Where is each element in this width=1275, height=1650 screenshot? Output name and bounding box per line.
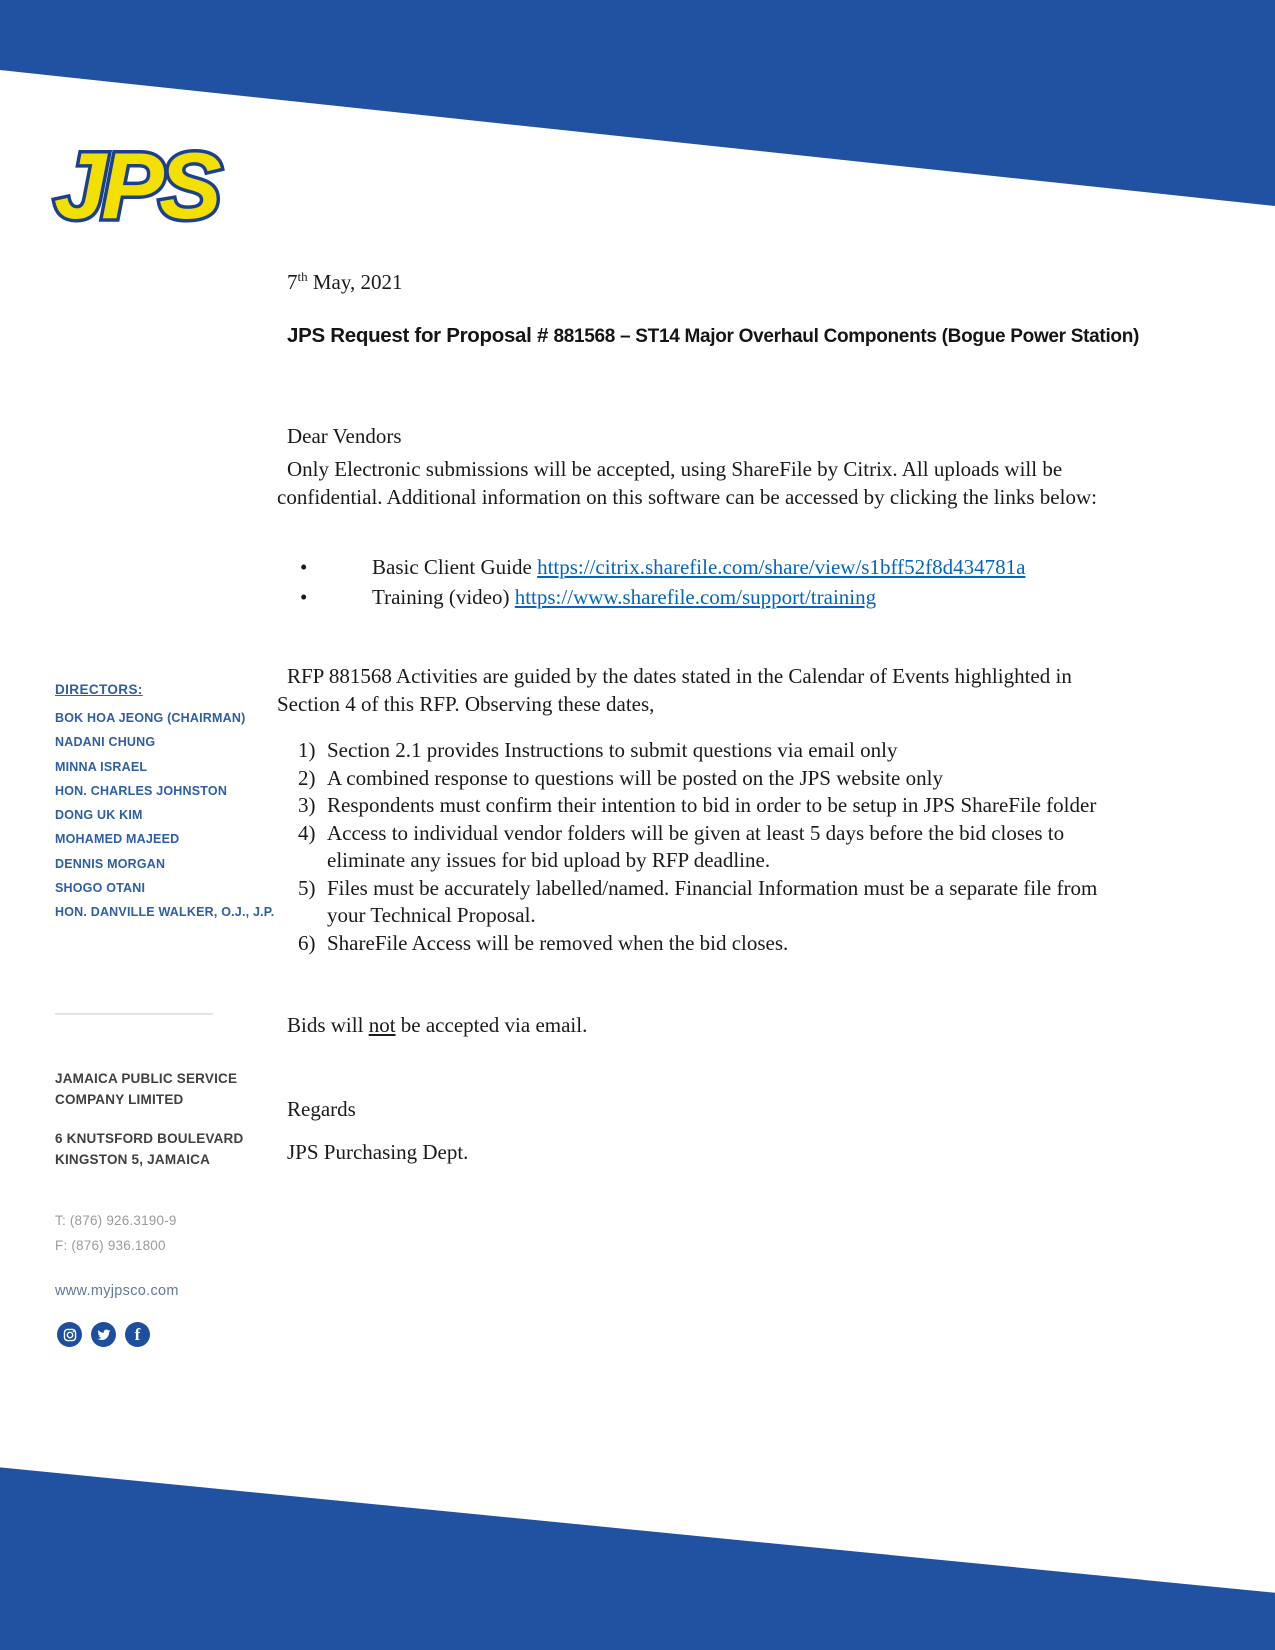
jps-logo-text: JPS [54,133,217,238]
list-item [298,820,1128,875]
list-item [298,875,1128,930]
director-name: SHOGO OTANI [55,881,146,896]
list-item [300,583,1025,613]
contact-numbers [55,1208,177,1258]
date-day: 7 [287,270,298,294]
company-name-line1: JAMAICA PUBLIC SERVICE [55,1071,238,1086]
facebook-icon [125,1322,150,1347]
jps-logo [46,130,276,247]
basic-client-guide-link[interactable]: https://citrix.sharefile.com/share/view/s1bff52f8d434781a [537,555,1026,579]
instructions-numbered-list [298,737,1128,957]
director-name: DONG UK KIM [55,808,143,823]
director-name: HON. CHARLES JOHNSTON [55,783,228,798]
item-text: Files must be accurately labelled/named. Financial Information must be a separate file from your Technical Proposal. [327,875,1098,927]
item-number: 3) [298,793,316,817]
letter-title [287,324,1140,348]
links-bullet-list [300,553,1025,612]
item-number: 5) [298,875,316,900]
bids-note [287,1013,587,1038]
list-item [300,553,1025,583]
directors-heading: DIRECTORS: [55,682,143,697]
sidebar-divider [55,1013,213,1015]
director-name: NADANI CHUNG [55,735,156,750]
director-name: MINNA ISRAEL [55,759,148,774]
list-item [298,792,1128,820]
list-item [298,737,1128,765]
director-name: MOHAMED MAJEED [55,832,180,847]
address-line1: 6 KNUTSFORD BOULEVARD [55,1131,244,1146]
twitter-icon [91,1322,116,1347]
letter-title-rest: 881568 – ST14 Major Overhaul Components (Bogue Power Station) [553,326,1140,347]
list-item [298,930,1128,958]
salutation: Dear Vendors [287,424,402,448]
rfp-paragraph: RFP 881568 Activities are guided by the dates stated in the Calendar of Events highlighted in Section 4 of this RFP. Observing these dates, [277,664,1072,716]
item-text: Access to individual vendor folders will be given at least 5 days before the bid closes to eliminate any issues for bid upload by RFP deadline. [327,820,1065,872]
address-line2: KINGSTON 5, JAMAICA [55,1152,211,1167]
bullet-icon: • [300,584,308,609]
item-number: 1) [298,738,316,762]
director-name: DENNIS MORGAN [55,856,166,871]
item-number: 2) [298,765,316,790]
closing-regards: Regards [287,1097,356,1121]
item-number: 6) [298,930,316,955]
directors-list [55,706,274,925]
intro-paragraph: Only Electronic submissions will be accepted, using ShareFile by Citrix. All uploads will be confidential. Additional information on this software can be accessed by clicking the links below: [277,457,1097,509]
list-item [298,765,1128,793]
item-text: A combined response to questions will be posted on the JPS website only [327,765,943,790]
bullet-label: Training (video) [372,584,515,609]
item-text: ShareFile Access will be removed when the bid closes. [327,930,789,955]
jps-logo-icon [46,130,276,242]
bids-note-post: be accepted via email. [395,1013,588,1037]
social-icons-row [57,1322,150,1347]
company-name [55,1068,237,1110]
item-text: Section 2.1 provides Instructions to submit questions via email only [327,738,898,762]
letter-title-lead: JPS Request for Proposal # [287,324,554,347]
bottom-banner-shape [0,1430,1275,1650]
item-text: Respondents must confirm their intention to bid in order to be setup in JPS ShareFile folder [327,793,1097,817]
director-name: BOK HOA JEONG (CHAIRMAN) [55,711,246,725]
date-rest: May, 2021 [307,270,403,294]
fax-number: F: (876) 936.1800 [55,1238,166,1253]
letter-date [287,270,403,295]
signature: JPS Purchasing Dept. [287,1140,469,1164]
company-website: www.myjpsco.com [55,1283,179,1299]
date-ordinal: th [297,269,308,284]
bids-note-emphasis: not [368,1013,396,1037]
instagram-icon [57,1322,82,1347]
bullet-icon: • [300,555,308,579]
facebook-glyph: f [134,1325,141,1344]
company-name-line2: COMPANY LIMITED [55,1092,184,1107]
bids-note-pre: Bids will [287,1013,369,1037]
bullet-label: Basic Client Guide [372,555,538,579]
company-address [55,1128,243,1170]
training-video-link[interactable]: https://www.sharefile.com/support/training [514,584,877,609]
director-name: HON. DANVILLE WALKER, O.J., J.P. [55,905,275,920]
item-number: 4) [298,820,316,845]
telephone-number: T: (876) 926.3190-9 [55,1213,177,1228]
